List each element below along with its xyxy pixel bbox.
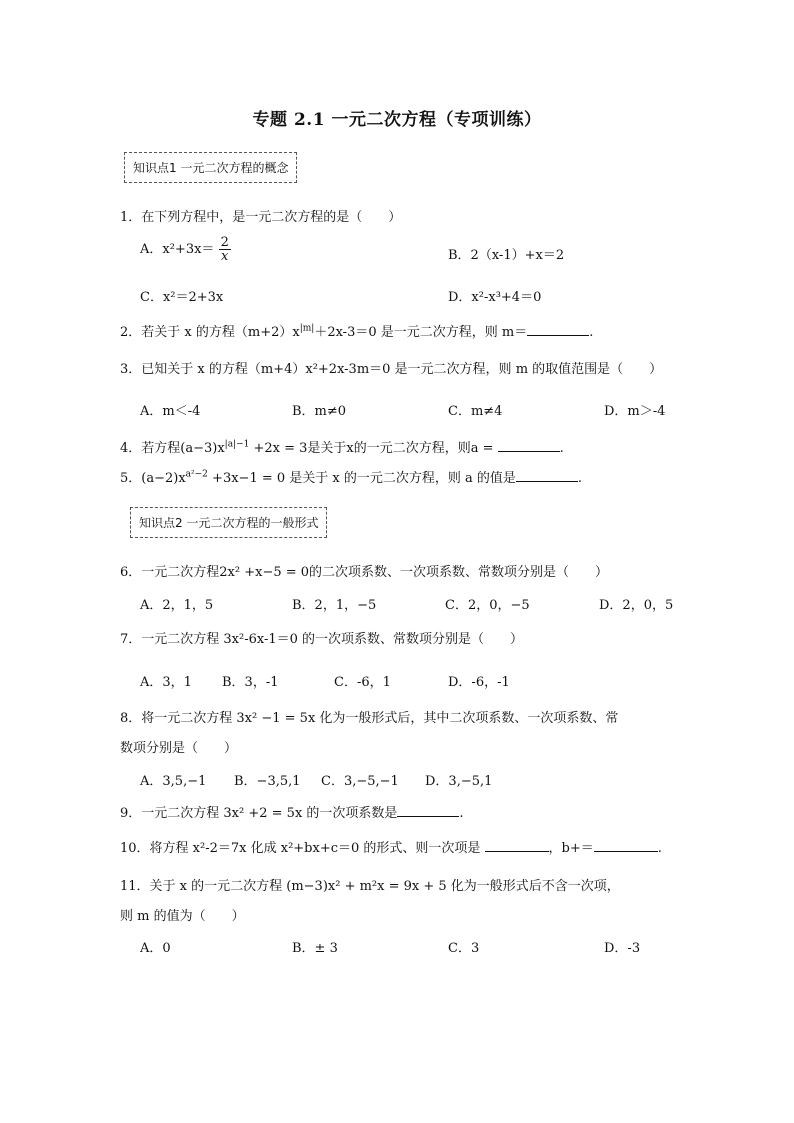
question-11-option-d: D．-3 xyxy=(604,941,641,956)
question-11-stem-line-2: 则 m 的值为（ ） xyxy=(120,909,245,924)
question-1-option-a xyxy=(140,236,231,263)
question-3-option-b: B．m≠0 xyxy=(292,404,347,419)
question-10-text-mid: ，b+＝ xyxy=(548,841,594,856)
question-3-option-a: A．m＜-4 xyxy=(140,404,201,419)
fraction-denominator: x xyxy=(221,249,229,264)
question-9 xyxy=(120,802,694,821)
question-6-option-c: C．2，0，−5 xyxy=(445,598,530,613)
fraction-numerator: 2 xyxy=(220,235,229,250)
question-8-stem-line-2: 数项分别是（ ） xyxy=(120,741,238,756)
answer-blank[interactable] xyxy=(485,839,549,852)
question-2-text-tail: ＋2x-3＝0 是一元二次方程，则 m＝ xyxy=(314,325,528,340)
question-4-text: 4．若方程(a−3)x xyxy=(120,441,225,456)
exponent: |m| xyxy=(299,323,315,334)
question-5 xyxy=(120,467,694,486)
question-1-option-d: D．x²-x³+4＝0 xyxy=(448,290,542,305)
question-8-option-d: D．3,−5,1 xyxy=(425,774,493,789)
question-10 xyxy=(120,837,694,856)
period: . xyxy=(657,841,662,856)
question-1-option-b: B．2（x-1）+x＝2 xyxy=(448,248,565,263)
answer-blank[interactable] xyxy=(516,469,578,482)
question-2 xyxy=(120,321,694,340)
question-4-text-tail: +2x = 3是关于x的一元二次方程，则a = xyxy=(249,441,498,456)
question-8-option-c: C．3,−5,−1 xyxy=(321,774,399,789)
question-9-text: 9．一元二次方程 3x² +2 = 5x 的一次项系数是 xyxy=(120,806,398,821)
question-8-option-b: B．−3,5,1 xyxy=(234,774,301,789)
section-label-general-form: 知识点2 一元二次方程的一般形式 xyxy=(130,507,327,538)
question-7-option-a: A．3，1 xyxy=(140,675,192,690)
question-7-option-d: D．-6，-1 xyxy=(448,675,510,690)
section-label-concept: 知识点1 一元二次方程的概念 xyxy=(124,152,297,183)
period: . xyxy=(559,441,564,456)
answer-blank[interactable] xyxy=(594,839,658,852)
period: . xyxy=(589,325,594,340)
exponent: |a|−1 xyxy=(224,439,250,450)
question-7-stem: 7．一元二次方程 3x²-6x-1＝0 的一次项系数、常数项分别是（ ） xyxy=(120,632,524,647)
fraction xyxy=(219,236,231,263)
question-11-stem-line-1: 11．关于 x 的一元二次方程 (m−3)x² + m²x = 9x + 5 化为一般形式后不含一次项， xyxy=(120,879,620,894)
question-3-stem: 3．已知关于 x 的方程（m+4）x²+2x-3m＝0 是一元二次方程，则 m 的取值范围是（ ） xyxy=(120,362,663,377)
answer-blank[interactable] xyxy=(397,804,459,817)
exponent: a²−2 xyxy=(185,469,208,480)
question-3-option-c: C．m≠4 xyxy=(448,404,503,419)
question-1-stem: 1．在下列方程中，是一元二次方程的是（ ） xyxy=(120,210,402,225)
question-6-option-b: B．2，1，−5 xyxy=(292,598,377,613)
question-3-option-d: D．m＞-4 xyxy=(604,404,666,419)
period: . xyxy=(459,806,464,821)
period: . xyxy=(577,471,583,486)
question-11-option-a: A．0 xyxy=(140,941,171,956)
question-8-stem-line-1: 8．将一元二次方程 3x² −1 = 5x 化为一般形式后，其中二次项系数、一次项系数、常 xyxy=(120,711,619,726)
question-7-option-c: C．-6，1 xyxy=(334,675,391,690)
question-4 xyxy=(120,437,694,456)
question-1-option-c: C．x²＝2+3x xyxy=(140,290,224,305)
question-7-option-b: B．3，-1 xyxy=(222,675,279,690)
question-11-option-b: B．± 3 xyxy=(292,941,338,956)
question-2-text: 2．若关于 x 的方程（m+2）x xyxy=(120,325,300,340)
question-8-option-a: A．3,5,−1 xyxy=(140,774,207,789)
question-11-option-c: C．3 xyxy=(448,941,480,956)
question-5-text: 5．(a−2)x xyxy=(120,471,186,486)
answer-blank[interactable] xyxy=(498,439,560,452)
question-6-option-a: A．2，1，5 xyxy=(140,598,214,613)
page-title: 专题 2.1 一元二次方程（专项训练） xyxy=(252,110,542,130)
question-5-text-tail: +3x−1 = 0 是关于 x 的一元二次方程，则 a 的值是 xyxy=(207,471,516,486)
question-6-option-d: D．2，0，5 xyxy=(599,598,674,613)
question-6-stem: 6．一元二次方程2x² +x−5 = 0的二次项系数、一次项系数、常数项分别是（ ） xyxy=(120,565,609,580)
question-10-text: 10．将方程 x²-2＝7x 化成 x²+bx+c＝0 的形式、则一次项是 xyxy=(120,841,485,856)
option-a-text: A．x²+3x＝ xyxy=(140,242,215,257)
answer-blank[interactable] xyxy=(527,323,589,336)
